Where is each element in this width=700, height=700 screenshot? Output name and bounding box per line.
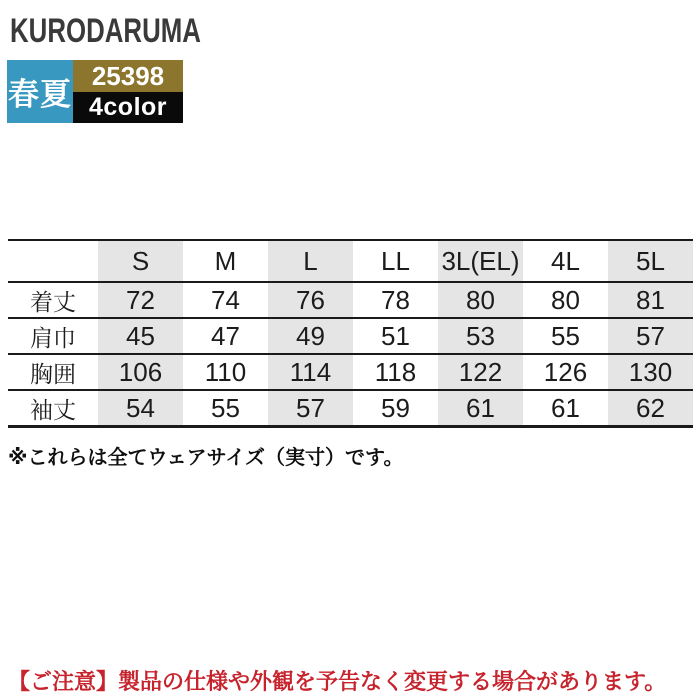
size-cell: 81	[608, 282, 693, 318]
size-cell: 130	[608, 354, 693, 390]
product-badges	[7, 60, 183, 123]
size-cell: 80	[551, 284, 580, 315]
size-cell: 61	[551, 392, 580, 423]
size-row-label: 着丈	[30, 288, 76, 315]
size-cell: 55	[551, 320, 580, 351]
size-column-header: 3L(EL)	[438, 240, 523, 282]
size-cell: 110	[204, 356, 247, 387]
size-column-header: 5L	[608, 240, 693, 282]
size-cell: 53	[438, 318, 523, 354]
size-table-corner	[8, 240, 98, 282]
size-cell: 80	[438, 282, 523, 318]
size-cell: 55	[211, 392, 240, 423]
size-cell: 57	[608, 318, 693, 354]
size-cell: 72	[98, 282, 183, 318]
size-column-header: 4L	[551, 245, 580, 276]
size-cell: 57	[268, 390, 353, 427]
size-table	[8, 239, 693, 428]
size-cell: 118	[374, 356, 417, 387]
table-row	[8, 318, 693, 354]
size-cell: 62	[608, 390, 693, 427]
size-column-header: LL	[381, 245, 410, 276]
size-cell: 51	[381, 320, 410, 351]
size-cell: 45	[98, 318, 183, 354]
badge-column	[73, 60, 183, 123]
caution-note: 【ご注意】製品の仕様や外観を予告なく変更する場合があります。	[8, 669, 667, 694]
size-cell: 122	[438, 354, 523, 390]
size-cell: 114	[268, 354, 353, 390]
table-row	[8, 354, 693, 390]
size-table-header-row	[8, 240, 693, 282]
size-cell: 74	[211, 284, 240, 315]
size-cell: 76	[268, 282, 353, 318]
size-row-label: 袖丈	[30, 396, 76, 423]
size-cell: 59	[381, 392, 410, 423]
size-column-header: S	[98, 240, 183, 282]
size-cell: 54	[98, 390, 183, 427]
size-note: ※これらは全てウェアサイズ（実寸）です。	[8, 447, 404, 469]
brand-logo: KURODARUMA	[10, 12, 201, 50]
size-cell: 61	[438, 390, 523, 427]
size-column-header: M	[214, 245, 237, 276]
size-row-label: 胸囲	[30, 360, 76, 387]
size-column-header: L	[268, 240, 353, 282]
size-cell: 49	[268, 318, 353, 354]
color-count-badge: 4color	[73, 92, 183, 123]
table-row	[8, 282, 693, 318]
size-cell: 106	[98, 354, 183, 390]
size-cell: 126	[543, 356, 588, 387]
table-row	[8, 390, 693, 427]
size-cell: 78	[381, 284, 410, 315]
size-cell: 47	[211, 320, 240, 351]
product-code-badge: 25398	[73, 60, 183, 92]
season-badge: 春夏	[7, 60, 73, 123]
size-row-label: 肩巾	[30, 324, 76, 351]
